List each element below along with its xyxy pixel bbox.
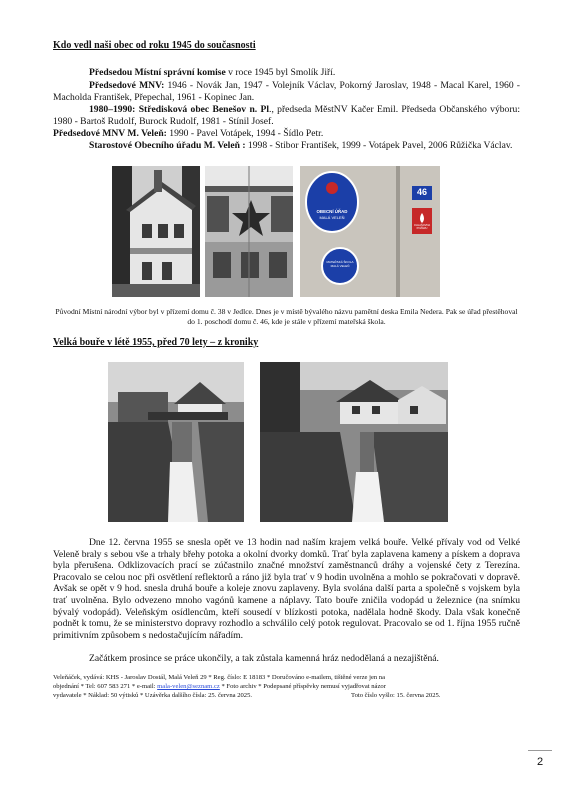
- label-mayors: Starostové Obecního úřadu M. Veleň :: [89, 140, 246, 151]
- footer-line-2: [53, 682, 523, 691]
- page-number: 2: [536, 756, 544, 768]
- sign-fire: OHLAŠOVNA POŽÁRU: [413, 224, 431, 230]
- paragraph-mayors: [53, 140, 520, 152]
- text-benesov: ., předseda MěstNV Kačer Emil. Předseda Občanského výboru: 1980 - Bartoš Rudolf, Burock Rudolf, 1981 - Stínil Josef.: [53, 104, 520, 127]
- footer-email-link[interactable]: mala-velen@seznam.cz: [157, 683, 220, 690]
- footer-deadline: vydavatele * Náklad: 50 výtisků * Uzávěrka dalšího čísla: 25. června 2025.: [53, 692, 253, 699]
- footer-disclaimer: * Foto archiv * Podepsané příspěvky nemusí vyjadřovat názor: [219, 683, 386, 690]
- sign-house-number: 46: [416, 187, 427, 197]
- paragraph-commission: [53, 67, 520, 79]
- label-mnv: Předsedové MNV:: [89, 80, 165, 91]
- text-mayors: 1998 - Stibor František, 1999 - Votápek Pavel, 2006 Růžička Václav.: [245, 140, 513, 151]
- sign-office-line1: OBECNÍ ÚŘAD: [316, 209, 348, 214]
- footer-line-1: Veleňáček, vydává: KHS - Jaroslav Dostál, Malá Veleň 29 * Reg. číslo: E 18183 * Doručováno e-mailem, tištěné verze jen na: [53, 674, 386, 681]
- paragraph-benesov: [53, 104, 520, 127]
- footer-line-3: [53, 691, 523, 700]
- paragraph-storm-end: Začátkem prosince se práce ukončily, a tak zůstala kamenná hráz nedodělaná a nezajištěná.: [89, 653, 439, 664]
- photo-waterfall-1: [108, 362, 244, 522]
- photo-waterfall-2: [260, 362, 448, 522]
- section-heading-storm: Velká bouře v létě 1955, před 70 lety – z kroniky: [53, 337, 259, 348]
- label-commission: Předsedou Místní správní komise: [89, 67, 226, 78]
- label-benesov: 1980–1990: Středisková obec Benešov n. Pl: [89, 104, 270, 115]
- section-heading-leaders: Kdo vedl naši obec od roku 1945 do současnosti: [53, 40, 256, 51]
- sign-office-line2: MALÁ VELEŇ: [319, 215, 345, 220]
- text-commission: v roce 1945 byl Smolík Jiří.: [225, 67, 336, 78]
- paragraph-mnv-velen: [53, 128, 520, 140]
- text-mnv: 1946 - Novák Jan, 1947 - Volejník Václav, Pokorný Jaroslav, 1948 - Macal Karel, 1960 - Macholda František, Přepechal, 1961 - Kopinec Jan.: [53, 80, 521, 103]
- photo-office-signs: [300, 166, 440, 297]
- sign-school: MATEŘSKÁ ŠKOLA MALÁ VELEŇ: [326, 260, 354, 268]
- text-mnv-velen: 1990 - Pavel Votápek, 1994 - Šídlo Petr.: [166, 128, 324, 139]
- paragraph-storm: Dne 12. června 1955 se snesla opět ve 13 hodin nad naším krajem velká bouře. Velké přívaly vod od Velké Veleně braly s sebou vše a trhaly břehy potoka a okolní dvorky domků. Trať byla zaplavena kameny a pískem a doprava byla přerušena. Odklizovacích prací se zúčastnilo značné množství zaměstnanců dráhy a vojenské čety z Terezína. Pracovalo se celou noc při osvětlení reflektorů a ráno již byla trať v 9 hodin uvolněna a mohlo se pokračovati v dopravě. Avšak se opět v 9 hod. snesla druhá bouře a koleje znovu zaplaveny. Byla svolána další parta a společně s vojskem byla trať uvolněna. Bylo odvezeno mnoho vagónů kamene a náplavy. Tato bouře zničila vodopád u železnice (na snímku bývalý vodopád). Veleňským osídlencům, kteří sousedí v blízkosti potoka, nadělala hodně škody. Dala však konečně podnět k tomu, že se ministerstvo dopravy rozhodlo a schválilo celý potok regulovat. Pracovalo se od 1. října 1955 ručně primitivním způsobem s nedostačujícím nářadím.: [53, 537, 520, 641]
- photo-caption-office: Původní Místní národní výbor byl v přízemí domu č. 38 v Jedlce. Dnes je v místě bývalého názvu pamětní deska Emila Nedera. Pak se úřad přestěhoval do 1. poschodí domu č. 46, kde je stále v přízemí mateřská škola.: [55, 307, 518, 326]
- photo-old-house: [112, 166, 200, 297]
- paragraph-mnv: [53, 80, 520, 103]
- footer-issue-date: Toto číslo vyšlo: 15. června 2025.: [351, 692, 441, 699]
- photo-star-building: [205, 166, 293, 297]
- footer-contact: objednání * Tel: 607 583 271 * e-mail:: [53, 683, 158, 690]
- label-mnv-velen: Předsedové MNV M. Veleň:: [53, 128, 167, 139]
